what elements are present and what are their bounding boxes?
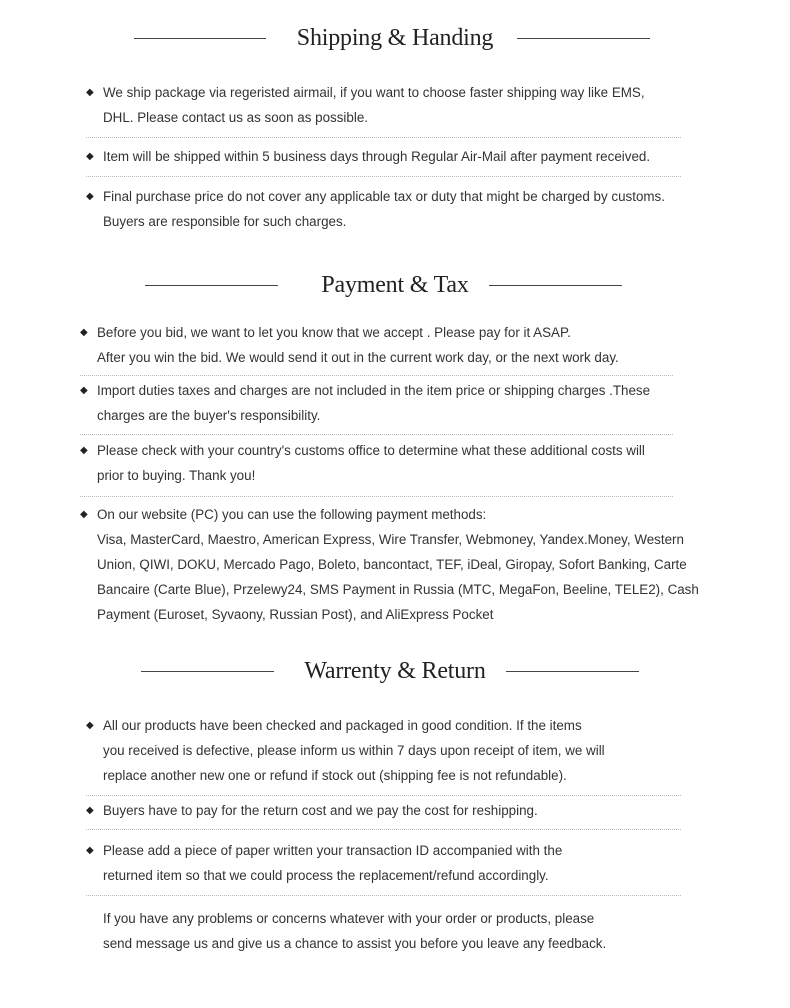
item-line: Item will be shipped within 5 business days through Regular Air-Mail after payment received. xyxy=(103,149,651,164)
diamond-bullet-icon: ◆ xyxy=(86,805,94,816)
item-line: returned item so that we could process the replacement/refund accordingly. xyxy=(103,868,549,883)
diamond-bullet-icon: ◆ xyxy=(80,327,88,338)
item-line: Buyers are responsible for such charges. xyxy=(103,214,347,229)
diamond-bullet-icon: ◆ xyxy=(86,845,94,856)
item-line: After you win the bid. We would send it out in the current work day, or the next work day. xyxy=(97,350,619,365)
item-line: On our website (PC) you can use the following payment methods: xyxy=(97,507,487,522)
diamond-bullet-icon: ◆ xyxy=(80,509,88,520)
diamond-bullet-icon: ◆ xyxy=(86,151,94,162)
dotted-divider xyxy=(86,176,681,177)
item-line: Import duties taxes and charges are not included in the item price or shipping charges .These xyxy=(97,383,651,398)
item-line: We ship package via regeristed airmail, if you want to choose faster shipping way like EMS, xyxy=(103,85,645,100)
payment-title: Payment & Tax xyxy=(321,272,469,298)
item-line: All our products have been checked and packaged in good condition. If the items xyxy=(103,718,582,733)
header-rule-right xyxy=(517,38,650,39)
diamond-bullet-icon: ◆ xyxy=(86,87,94,98)
dotted-divider xyxy=(80,375,673,376)
item-line: Before you bid, we want to let you know that we accept . Please pay for it ASAP. xyxy=(97,325,571,340)
dotted-divider xyxy=(86,795,681,796)
item-line: Bancaire (Carte Blue), Przelewy24, SMS Payment in Russia (MTC, MegaFon, Beeline, TELE2), Cash xyxy=(97,582,699,597)
support-note xyxy=(103,906,606,956)
item-line: Visa, MasterCard, Maestro, American Express, Wire Transfer, Webmoney, Yandex.Money, Western xyxy=(97,532,684,547)
shipping-title: Shipping & Handing xyxy=(296,25,494,51)
dotted-divider xyxy=(80,434,673,435)
diamond-bullet-icon: ◆ xyxy=(80,445,88,456)
item-line: Buyers have to pay for the return cost and we pay the cost for reshipping. xyxy=(103,803,538,818)
header-rule-right xyxy=(489,285,622,286)
item-line: charges are the buyer's responsibility. xyxy=(97,408,321,423)
item-line: Please check with your country's customs office to determine what these additional costs will xyxy=(97,443,645,458)
diamond-bullet-icon: ◆ xyxy=(86,720,94,731)
item-line: you received is defective, please inform us within 7 days upon receipt of item, we will xyxy=(103,743,605,758)
note-line: send message us and give us a chance to assist you before you leave any feedback. xyxy=(103,936,607,951)
payment-header xyxy=(0,270,790,300)
diamond-bullet-icon: ◆ xyxy=(86,191,94,202)
warranty-header xyxy=(0,656,790,686)
dotted-divider xyxy=(86,895,681,896)
dotted-divider xyxy=(80,496,673,497)
item-line: DHL. Please contact us as soon as possible. xyxy=(103,110,368,125)
dotted-divider xyxy=(86,137,681,138)
item-line: replace another new one or refund if stock out (shipping fee is not refundable). xyxy=(103,768,567,783)
item-line: Please add a piece of paper written your transaction ID accompanied with the xyxy=(103,843,563,858)
item-line: Union, QIWI, DOKU, Mercado Pago, Boleto, bancontact, TEF, iDeal, Giropay, Sofort Banking, Carte xyxy=(97,557,687,572)
warranty-title: Warrenty & Return xyxy=(304,658,486,684)
item-line: Final purchase price do not cover any applicable tax or duty that might be charged by customs. xyxy=(103,189,665,204)
shipping-header xyxy=(0,23,790,53)
item-line: Payment (Euroset, Syvaony, Russian Post), and AliExpress Pocket xyxy=(97,607,494,622)
header-rule-right xyxy=(506,671,639,672)
dotted-divider xyxy=(86,829,681,830)
note-line: If you have any problems or concerns whatever with your order or products, please xyxy=(103,911,595,926)
item-line: prior to buying. Thank you! xyxy=(97,468,256,483)
diamond-bullet-icon: ◆ xyxy=(80,385,88,396)
